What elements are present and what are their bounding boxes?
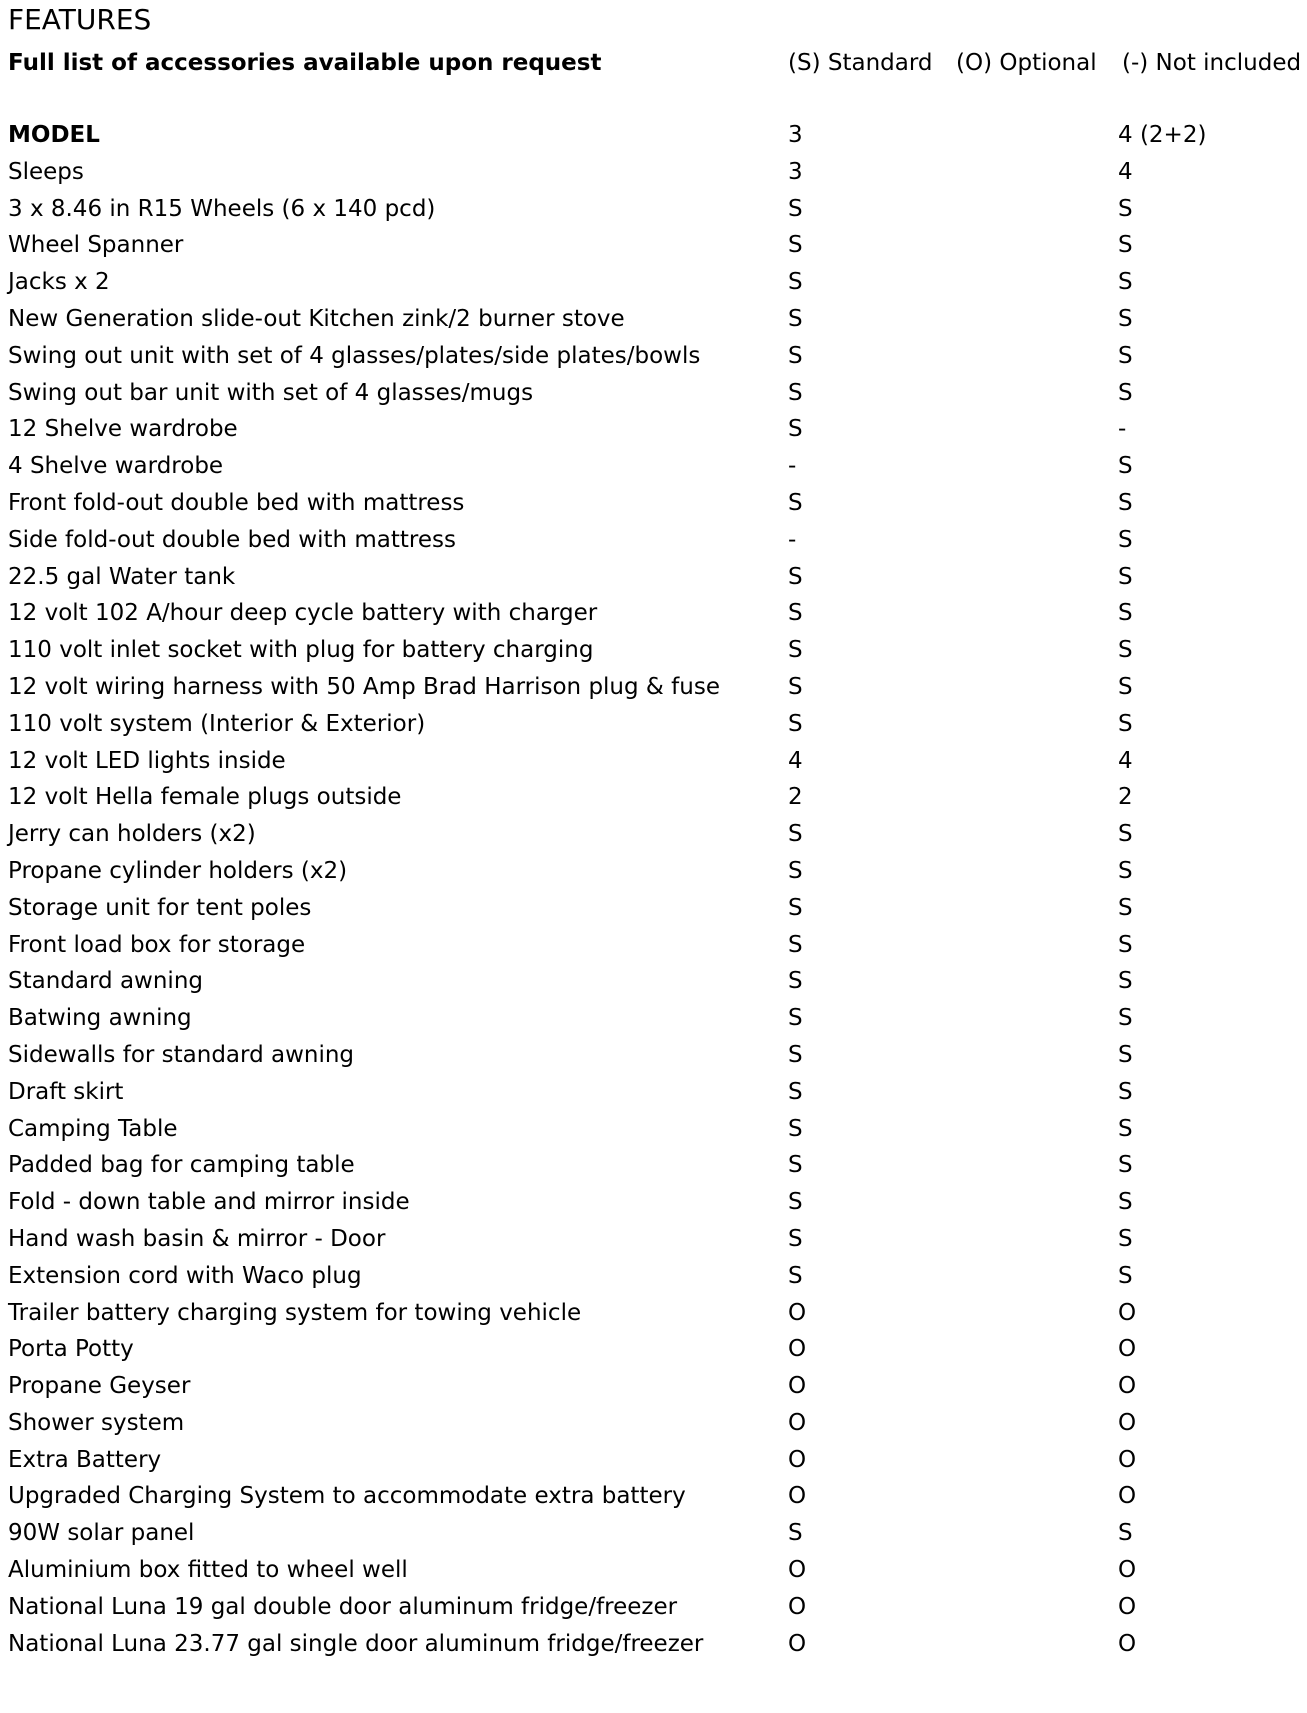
feature-col2-value: S xyxy=(1118,894,1133,921)
model-col2: 4 (2+2) xyxy=(1118,122,1207,148)
feature-col2-value: O xyxy=(1118,1630,1137,1657)
table-row xyxy=(0,154,1307,191)
feature-col1-value: S xyxy=(788,1520,803,1547)
feature-col2-value: S xyxy=(1118,526,1133,553)
table-row xyxy=(0,1221,1307,1258)
feature-col1-value: - xyxy=(788,453,797,480)
feature-col2-value: S xyxy=(1118,232,1133,259)
feature-col1-value: O xyxy=(788,1373,807,1400)
feature-label: 12 volt wiring harness with 50 Amp Brad Harrison plug & fuse xyxy=(8,673,720,700)
feature-label: National Luna 23.77 gal single door aluminum fridge/freezer xyxy=(8,1630,704,1657)
feature-label: 12 volt LED lights inside xyxy=(8,747,286,774)
feature-col2-value: O xyxy=(1118,1483,1137,1510)
feature-col1-value: S xyxy=(788,1115,803,1142)
feature-col2-value: S xyxy=(1118,857,1133,884)
table-row xyxy=(0,1589,1307,1626)
feature-label: Sidewalls for standard awning xyxy=(8,1041,355,1068)
page-title: FEATURES xyxy=(8,3,152,36)
feature-label: 12 volt 102 A/hour deep cycle battery with charger xyxy=(8,600,598,627)
feature-label: Draft skirt xyxy=(8,1078,124,1105)
model-label: MODEL xyxy=(8,122,100,148)
table-row xyxy=(0,1478,1307,1515)
feature-col2-value: O xyxy=(1118,1446,1137,1473)
feature-col1-value: O xyxy=(788,1557,807,1584)
feature-label: National Luna 19 gal double door aluminum fridge/freezer xyxy=(8,1593,678,1620)
feature-col2-value: 2 xyxy=(1118,784,1133,811)
table-row xyxy=(0,1442,1307,1479)
legend-standard: (S) Standard xyxy=(788,50,933,76)
feature-col2-value: S xyxy=(1118,968,1133,995)
feature-col1-value: S xyxy=(788,710,803,737)
table-row xyxy=(0,927,1307,964)
feature-col1-value: S xyxy=(788,894,803,921)
feature-col2-value: O xyxy=(1118,1299,1137,1326)
feature-col1-value: S xyxy=(788,821,803,848)
table-row xyxy=(0,632,1307,669)
subtitle: Full list of accessories available upon request xyxy=(8,50,602,76)
table-row xyxy=(0,1552,1307,1589)
feature-col2-value: O xyxy=(1118,1373,1137,1400)
table-row xyxy=(0,264,1307,301)
table-row xyxy=(0,1626,1307,1663)
feature-col1-value: S xyxy=(788,1225,803,1252)
feature-label: Propane cylinder holders (x2) xyxy=(8,857,348,884)
feature-col1-value: S xyxy=(788,857,803,884)
model-col1: 3 xyxy=(788,122,803,148)
feature-col1-value: S xyxy=(788,1262,803,1289)
table-row xyxy=(0,301,1307,338)
table-row xyxy=(0,1331,1307,1368)
feature-col2-value: S xyxy=(1118,600,1133,627)
feature-col1-value: O xyxy=(788,1593,807,1620)
feature-label: Swing out bar unit with set of 4 glasses/mugs xyxy=(8,379,534,406)
feature-col2-value: S xyxy=(1118,563,1133,590)
table-row xyxy=(0,375,1307,412)
feature-label: Camping Table xyxy=(8,1115,178,1142)
feature-col2-value: S xyxy=(1118,1152,1133,1179)
feature-label: 90W solar panel xyxy=(8,1520,195,1547)
feature-col2-value: S xyxy=(1118,821,1133,848)
feature-col1-value: S xyxy=(788,637,803,664)
feature-col1-value: O xyxy=(788,1336,807,1363)
feature-label: Extra Battery xyxy=(8,1446,162,1473)
feature-col2-value: S xyxy=(1118,379,1133,406)
feature-col1-value: S xyxy=(788,489,803,516)
feature-col1-value: - xyxy=(788,526,797,553)
feature-col1-value: S xyxy=(788,232,803,259)
table-row xyxy=(0,448,1307,485)
feature-col2-value: S xyxy=(1118,1189,1133,1216)
feature-label: Jerry can holders (x2) xyxy=(8,821,256,848)
feature-col1-value: S xyxy=(788,379,803,406)
feature-col2-value: S xyxy=(1118,1005,1133,1032)
table-row xyxy=(0,411,1307,448)
feature-label: 12 Shelve wardrobe xyxy=(8,416,238,443)
table-row xyxy=(0,1037,1307,1074)
feature-col1-value: O xyxy=(788,1446,807,1473)
feature-col1-value: S xyxy=(788,600,803,627)
feature-col2-value: O xyxy=(1118,1409,1137,1436)
feature-col2-value: O xyxy=(1118,1336,1137,1363)
feature-col2-value: S xyxy=(1118,489,1133,516)
feature-col1-value: S xyxy=(788,968,803,995)
feature-label: 12 volt Hella female plugs outside xyxy=(8,784,402,811)
table-row xyxy=(0,963,1307,1000)
table-row xyxy=(0,1111,1307,1148)
feature-label: 3 x 8.46 in R15 Wheels (6 x 140 pcd) xyxy=(8,195,436,222)
table-row xyxy=(0,669,1307,706)
model-row xyxy=(0,117,1307,154)
feature-col1-value: S xyxy=(788,305,803,332)
feature-col2-value: S xyxy=(1118,305,1133,332)
legend-optional: (O) Optional xyxy=(956,50,1097,76)
feature-col2-value: 4 xyxy=(1118,747,1133,774)
feature-col2-value: S xyxy=(1118,1520,1133,1547)
feature-col1-value: S xyxy=(788,931,803,958)
table-row xyxy=(0,1147,1307,1184)
feature-label: Jacks x 2 xyxy=(8,269,110,296)
feature-col2-value: S xyxy=(1118,1115,1133,1142)
feature-label: Padded bag for camping table xyxy=(8,1152,355,1179)
feature-col2-value: 4 xyxy=(1118,158,1133,185)
feature-col1-value: O xyxy=(788,1483,807,1510)
feature-label: 110 volt inlet socket with plug for battery charging xyxy=(8,637,594,664)
feature-label: Batwing awning xyxy=(8,1005,192,1032)
feature-col2-value: S xyxy=(1118,1262,1133,1289)
feature-label: Standard awning xyxy=(8,968,203,995)
feature-col2-value: S xyxy=(1118,637,1133,664)
feature-label: Porta Potty xyxy=(8,1336,134,1363)
feature-label: New Generation slide-out Kitchen zink/2 burner stove xyxy=(8,305,625,332)
feature-col1-value: 2 xyxy=(788,784,803,811)
feature-label: Fold - down table and mirror inside xyxy=(8,1189,410,1216)
feature-col1-value: S xyxy=(788,1041,803,1068)
feature-label: Upgraded Charging System to accommodate extra battery xyxy=(8,1483,686,1510)
feature-col1-value: S xyxy=(788,1189,803,1216)
table-row xyxy=(0,743,1307,780)
feature-label: Sleeps xyxy=(8,158,84,185)
feature-col1-value: O xyxy=(788,1409,807,1436)
table-row xyxy=(0,522,1307,559)
feature-label: Wheel Spanner xyxy=(8,232,184,259)
feature-col2-value: S xyxy=(1118,931,1133,958)
features-table xyxy=(0,117,1307,1662)
feature-col2-value: S xyxy=(1118,342,1133,369)
feature-col1-value: S xyxy=(788,1078,803,1105)
feature-col2-value: O xyxy=(1118,1593,1137,1620)
table-row xyxy=(0,816,1307,853)
feature-col2-value: S xyxy=(1118,269,1133,296)
feature-col1-value: S xyxy=(788,673,803,700)
feature-col2-value: S xyxy=(1118,195,1133,222)
legend-not-included: (-) Not included xyxy=(1122,50,1302,76)
table-row xyxy=(0,1405,1307,1442)
table-row xyxy=(0,1258,1307,1295)
table-row xyxy=(0,338,1307,375)
feature-label: Propane Geyser xyxy=(8,1373,191,1400)
feature-label: 22.5 gal Water tank xyxy=(8,563,236,590)
feature-label: 110 volt system (Interior & Exterior) xyxy=(8,710,426,737)
table-row xyxy=(0,890,1307,927)
feature-label: Aluminium box fitted to wheel well xyxy=(8,1557,408,1584)
feature-label: Side fold-out double bed with mattress xyxy=(8,526,456,553)
feature-col1-value: 3 xyxy=(788,158,803,185)
table-row xyxy=(0,227,1307,264)
table-row xyxy=(0,1368,1307,1405)
feature-col1-value: O xyxy=(788,1299,807,1326)
table-row xyxy=(0,559,1307,596)
feature-col1-value: S xyxy=(788,563,803,590)
feature-col2-value: S xyxy=(1118,710,1133,737)
table-row xyxy=(0,485,1307,522)
table-row xyxy=(0,1000,1307,1037)
table-row xyxy=(0,1184,1307,1221)
feature-label: Swing out unit with set of 4 glasses/plates/side plates/bowls xyxy=(8,342,701,369)
feature-label: Extension cord with Waco plug xyxy=(8,1262,362,1289)
feature-label: Hand wash basin & mirror - Door xyxy=(8,1225,386,1252)
table-row xyxy=(0,595,1307,632)
feature-col2-value: S xyxy=(1118,1078,1133,1105)
feature-col1-value: S xyxy=(788,195,803,222)
feature-col1-value: S xyxy=(788,1005,803,1032)
subtitle-row xyxy=(0,46,1307,80)
feature-label: Trailer battery charging system for towing vehicle xyxy=(8,1299,582,1326)
feature-col2-value: S xyxy=(1118,1041,1133,1068)
feature-label: Storage unit for tent poles xyxy=(8,894,312,921)
feature-label: Shower system xyxy=(8,1409,185,1436)
table-row xyxy=(0,191,1307,228)
feature-col1-value: S xyxy=(788,416,803,443)
feature-label: Front load box for storage xyxy=(8,931,306,958)
table-row xyxy=(0,1295,1307,1332)
feature-col1-value: S xyxy=(788,342,803,369)
feature-label: 4 Shelve wardrobe xyxy=(8,453,224,480)
table-row xyxy=(0,706,1307,743)
feature-col1-value: S xyxy=(788,1152,803,1179)
feature-label: Front fold-out double bed with mattress xyxy=(8,489,465,516)
feature-col1-value: O xyxy=(788,1630,807,1657)
feature-col1-value: 4 xyxy=(788,747,803,774)
table-row xyxy=(0,853,1307,890)
feature-col2-value: S xyxy=(1118,453,1133,480)
table-row xyxy=(0,1074,1307,1111)
table-row xyxy=(0,1515,1307,1552)
feature-col1-value: S xyxy=(788,269,803,296)
feature-col2-value: S xyxy=(1118,673,1133,700)
table-row xyxy=(0,779,1307,816)
feature-col2-value: S xyxy=(1118,1225,1133,1252)
feature-col2-value: - xyxy=(1118,416,1127,443)
feature-col2-value: O xyxy=(1118,1557,1137,1584)
